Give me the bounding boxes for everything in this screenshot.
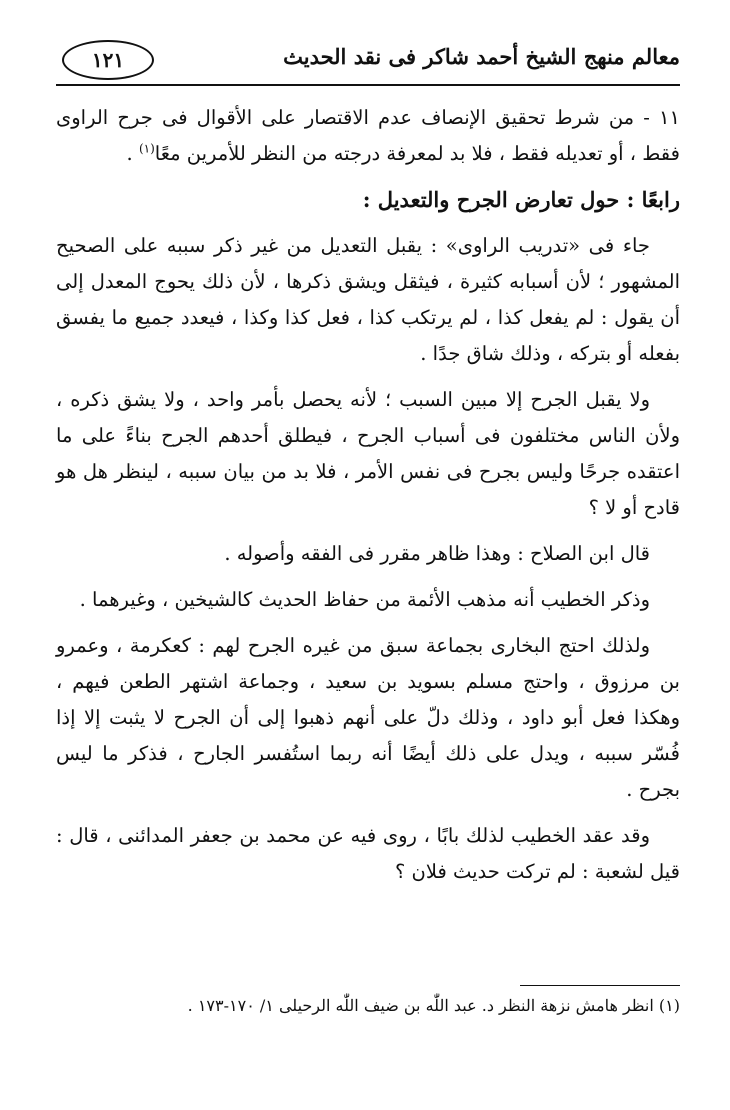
paragraph-khatib: وذكر الخطيب أنه مذهب الأئمة من حفاظ الحديث كالشيخين ، وغيرهما . — [79, 588, 650, 611]
footnote-divider — [520, 985, 680, 986]
paragraph-tadrib: جاء فى «تدريب الراوى» : يقبل التعديل من غير ذكر سببه على الصحيح المشهور ؛ لأن أسبابه كثيرة ، فيثقل ويشق ذكرها ، لأن ذلك يحوج المعدل إلى أن يقول : لم يفعل كذا ، لم يرتكب كذا ، فعل كذا وكذا ، فيعدد جميع ما يفسق بفعله أو بتركه ، وذلك شاق جدًا . — [56, 234, 680, 365]
footnote: (١) انظر هامش نزهة النظر د. عبد اللّٰه بن ضيف اللّٰه الرحيلى ١/ ١٧٠-١٧٣ . — [187, 996, 680, 1015]
page-header — [56, 38, 680, 90]
header-divider — [56, 84, 680, 86]
paragraph-ibn-salah: قال ابن الصلاح : وهذا ظاهر مقرر فى الفقه وأصوله . — [224, 542, 650, 565]
section-heading: رابعًا : حول تعارض الجرح والتعديل : — [362, 187, 680, 212]
paragraph-11-end: . — [126, 142, 139, 165]
paragraph-shuba: وقد عقد الخطيب لذلك بابًا ، روى فيه عن محمد بن جعفر المدائنى ، قال : قيل لشعبة : لم تركت حديث فلان ؟ — [56, 824, 680, 883]
paragraph-bukhari: ولذلك احتج البخارى بجماعة سبق من غيره الجرح لهم : كعكرمة ، وعمرو بن مرزوق ، واحتج مسلم بسويد بن سعيد ، وجماعة اشتهر الطعن فيهم ، وهكذا فعل أبو داود ، وذلك دلّ على أنهم ذهبوا إلى أن الجرح لا يثبت إلا إذا فُسّر سببه ، ويدل على ذلك أيضًا أنه ربما استُفسر الجارح ، فذكر ما ليس بجرح . — [56, 634, 680, 801]
paragraph-11-text: ١١ - من شرط تحقيق الإنصاف عدم الاقتصار على الأقوال فى جرح الراوى فقط ، أو تعديله فقط ، فلا بد لمعرفة درجته من النظر للأمرين معًا — [56, 106, 680, 165]
footnote-marker: (١) — [138, 141, 155, 156]
paragraph-11 — [56, 100, 680, 172]
page-number: ١٢١ — [62, 40, 154, 80]
running-title: معالم منهج الشيخ أحمد شاكر فى نقد الحديث — [283, 44, 680, 69]
paragraph-jarh: ولا يقبل الجرح إلا مبين السبب ؛ لأنه يحصل بأمر واحد ، ولا يشق ذكره ، ولأن الناس مختلفون فى أسباب الجرح ، فيطلق أحدهم الجرح بناءً على ما اعتقده جرحًا وليس بجرح فى نفس الأمر ، فلا بد من بيان سببه ، لينظر هل هو قادح أو لا ؟ — [56, 388, 680, 519]
page-body — [56, 100, 680, 900]
